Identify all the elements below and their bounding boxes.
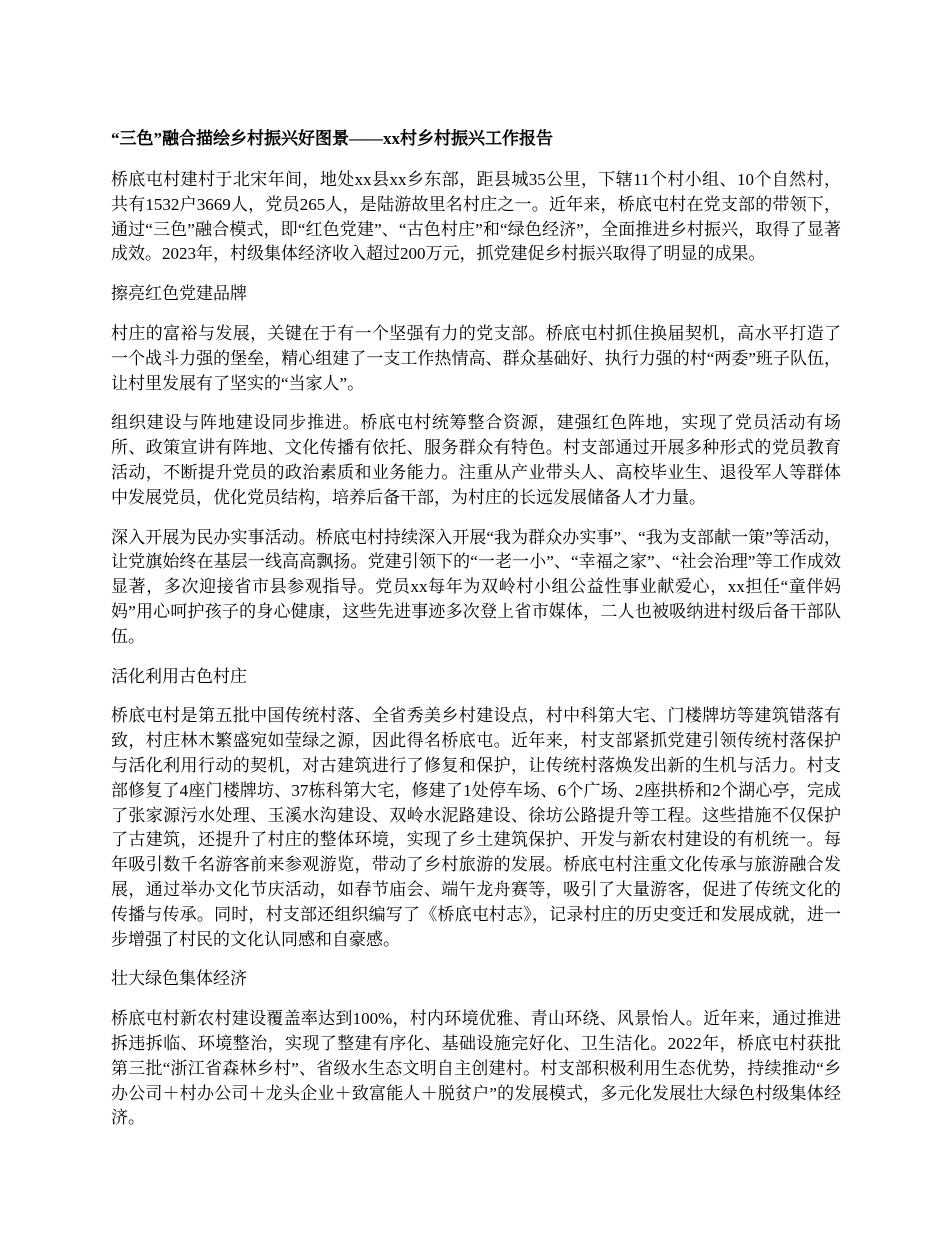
document-title: “三色”融合描绘乡村振兴好图景——xx村乡村振兴工作报告 <box>111 129 553 148</box>
paragraph-party-committee: 村庄的富裕与发展，关键在于有一个坚强有力的党支部。桥底屯村抓住换届契机，高水平打造了一个战斗力强的堡垒，精心组建了一支工作热情高、群众基础好、执行力强的村“两委”班子队伍，让村里发展有了坚实的“当家人”。 <box>111 323 841 393</box>
paragraph-practical-activities: 深入开展为民办实事活动。桥底屯村持续深入开展“我为群众办实事”、“我为支部献一策”等活动，让党旗始终在基层一线高高飘扬。党建引领下的“一老一小”、“幸福之家”、“社会治理”等工作成效显著，多次迎接省市县参观指导。党员xx每年为双岭村小组公益性事业献爱心，xx担任“童伴妈妈”用心呵护孩子的身心健康，这些先进事迹多次登上省市媒体，二人也被吸纳进村级后备干部队伍。 <box>111 527 841 646</box>
paragraph-intro: 桥底屯村建村于北宋年间，地处xx县xx乡东部，距县城35公里，下辖11个村小组、10个自然村，共有1532户3669人，党员265人，是陆游故里名村庄之一。近年来，桥底屯村在党支部的带领下，通过“三色”融合模式，即“红色党建”、“古色村庄”和“绿色经济”，全面推进乡村振兴，取得了显著成效。2023年，村级集体经济收入超过200万元，抓党建促乡村振兴取得了明显的成果。 <box>111 170 841 264</box>
section-heading-red-party-building: 擦亮红色党建品牌 <box>111 284 247 304</box>
section-heading-green-economy: 壮大绿色集体经济 <box>111 969 247 989</box>
paragraph-collective-economy: 桥底屯村新农村建设覆盖率达到100%，村内环境优雅、青山环绕、风景怡人。近年来，通过推进拆违拆临、环境整治，实现了整建有序化、基础设施完好化、卫生洁化。2022年，桥底屯村获批第三批“浙江省森林乡村”、省级水生态文明自主创建村。村支部积极利用生态优势，持续推动“乡办公司＋村办公司＋龙头企业＋致富能人＋脱贫户”的发展模式，多元化发展壮大绿色村级集体经济。 <box>111 1009 841 1128</box>
paragraph-organization-building: 组织建设与阵地建设同步推进。桥底屯村统筹整合资源，建强红色阵地，实现了党员活动有场所、政策宣讲有阵地、文化传播有依托、服务群众有特色。村支部通过开展多种形式的党员教育活动，不断提升党员的政治素质和业务能力。注重从产业带头人、高校毕业生、退役军人等群体中发展党员，优化党员结构，培养后备干部，为村庄的长远发展储备人才力量。 <box>111 413 841 507</box>
section-heading-ancient-village: 活化利用古色村庄 <box>111 666 247 686</box>
paragraph-traditional-village: 桥底屯村是第五批中国传统村落、全省秀美乡村建设点，村中科第大宅、门楼牌坊等建筑错落有致，村庄林木繁盛宛如莹绿之源，因此得名桥底屯。近年来，村支部紧抓党建引领传统村落保护与活化利用行动的契机，对古建筑进行了修复和保护，让传统村落焕发出新的生机与活力。村支部修复了4座门楼牌坊、37栋科第大宅，修建了1处停车场、6个广场、2座拱桥和2个湖心亭，完成了张家源污水处理、玉溪水沟建设、双岭水泥路建设、徐坊公路提升等工程。这些措施不仅保护了古建筑，还提升了村庄的整体环境，实现了乡土建筑保护、开发与新农村建设的有机统一。每年吸引数千名游客前来参观游览，带动了乡村旅游的发展。桥底屯村注重文化传承与旅游融合发展，通过举办文化节庆活动，如春节庙会、端午龙舟赛等，吸引了大量游客，促进了传统文化的传播与传承。同时，村支部还组织编写了《桥底屯村志》，记录村庄的历史变迁和发展成就，进一步增强了村民的文化认同感和自豪感。 <box>111 706 841 949</box>
